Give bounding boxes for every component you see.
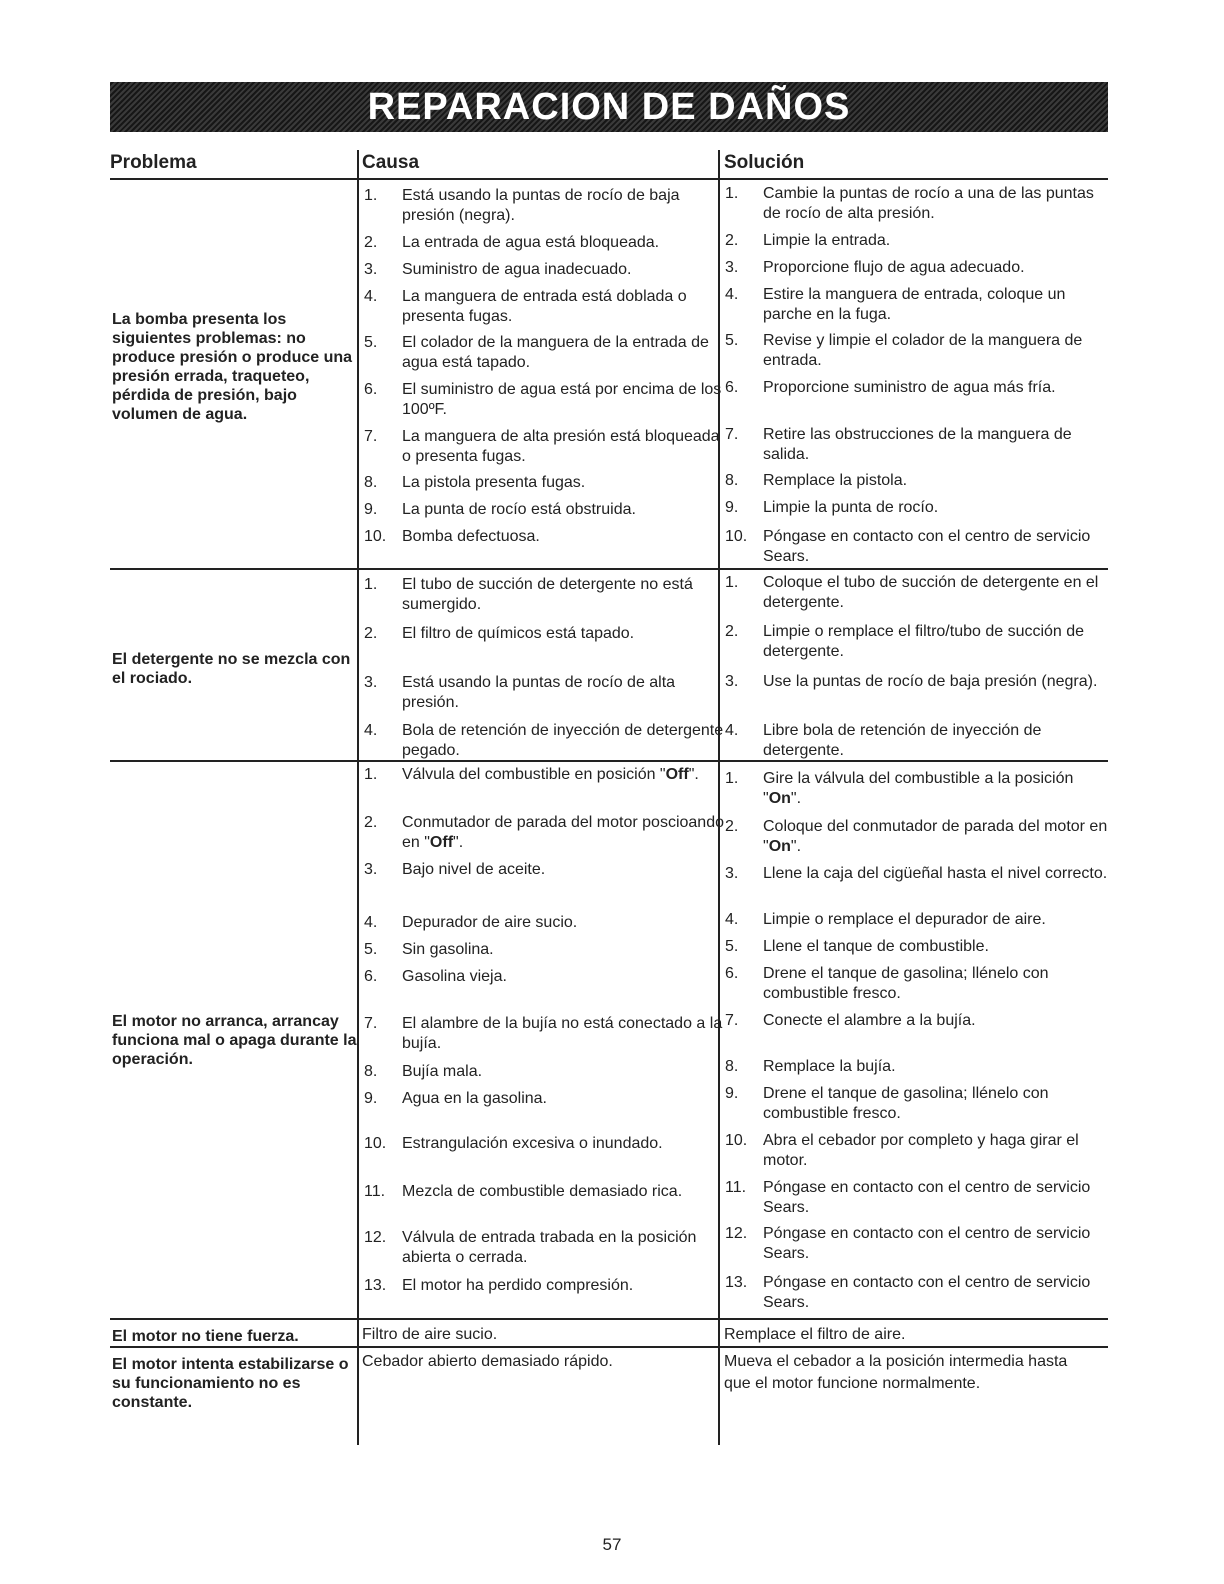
cause-text: Filtro de aire sucio. [362, 1326, 498, 1343]
item-number: 1. [725, 185, 739, 202]
item-number: 1. [725, 574, 739, 591]
item-number: 1. [364, 187, 378, 204]
item-text [402, 813, 732, 853]
page-title: REPARACION DE DAÑOS [367, 86, 851, 128]
bold-value: On [768, 790, 791, 807]
item-text: El colador de la manguera de la entrada de agua está tapado. [402, 334, 709, 371]
item-number: 6. [364, 381, 378, 398]
title-banner [110, 82, 1108, 132]
item-number: 8. [364, 1063, 378, 1080]
item-number: 7. [725, 426, 739, 443]
text-segment: Válvula del combustible en posición " [402, 766, 666, 783]
item-text: El filtro de químicos está tapado. [402, 625, 635, 642]
page-number: 57 [602, 1535, 622, 1554]
solution-text: Mueva el cebador a la posición intermedia hasta que el motor funcione normalmente. [724, 1353, 1068, 1392]
item-number: 4. [725, 286, 739, 303]
bold-value: On [768, 838, 791, 855]
item-number: 10. [725, 528, 748, 545]
item-text: Abra el cebador por completo y haga girar el motor. [763, 1132, 1079, 1169]
header-problem: Problema [110, 152, 197, 173]
item-number: 3. [725, 673, 739, 690]
item-number: 2. [725, 623, 739, 640]
item-text: Póngase en contacto con el centro de servicio Sears. [763, 1274, 1091, 1311]
item-text: Proporcione suministro de agua más fría. [763, 379, 1056, 396]
item-number: 1. [364, 576, 378, 593]
item-number: 6. [725, 965, 739, 982]
text-segment: ". [790, 838, 802, 855]
item-text: Está usando la puntas de rocío de alta presión. [402, 674, 676, 711]
item-number: 4. [364, 722, 378, 739]
item-text: Sin gasolina. [402, 941, 494, 958]
item-text: Retire las obstrucciones de la manguera de salida. [763, 426, 1072, 463]
item-number: 9. [364, 1090, 378, 1107]
item-number: 3. [725, 865, 739, 882]
section-rule [110, 1346, 1108, 1348]
item-number: 9. [725, 1085, 739, 1102]
problem-2: El detergente no se mezcla con el rociado. [112, 651, 351, 687]
item-text [402, 765, 732, 785]
item-number: 5. [364, 941, 378, 958]
item-number: 3. [364, 861, 378, 878]
item-number: 7. [364, 1015, 378, 1032]
item-text: Libre bola de retención de inyección de detergente. [763, 722, 1042, 759]
item-text: Estrangulación excesiva o inundado. [402, 1135, 663, 1152]
item-text: Depurador de aire sucio. [402, 914, 578, 931]
item-number: 2. [364, 625, 378, 642]
item-number: 7. [364, 428, 378, 445]
item-number: 11. [364, 1183, 386, 1200]
item-number: 5. [725, 332, 739, 349]
item-text: Suministro de agua inadecuado. [402, 261, 632, 278]
item-number: 12. [364, 1229, 387, 1246]
item-text: Conecte el alambre a la bujía. [763, 1012, 976, 1029]
item-text: Bujía mala. [402, 1063, 483, 1080]
solution-text: Remplace el filtro de aire. [724, 1326, 906, 1343]
item-number: 2. [364, 234, 378, 251]
problem-4: El motor no tiene fuerza. [112, 1328, 299, 1345]
item-number: 9. [364, 501, 378, 518]
item-number: 2. [725, 818, 739, 835]
item-number: 7. [725, 1012, 739, 1029]
item-text: El suministro de agua está por encima de los 100ºF. [402, 381, 722, 418]
item-number: 5. [725, 938, 739, 955]
problem-1: La bomba presenta los siguientes problemas: no produce presión o produce una presión errada, traqueteo, pérdida de presión, bajo volumen de agua. [112, 311, 353, 423]
item-text: Llene el tanque de combustible. [763, 938, 989, 955]
item-text: Coloque el tubo de succión de detergente en el detergente. [763, 574, 1099, 611]
item-number: 3. [364, 674, 378, 691]
item-number: 3. [364, 261, 378, 278]
section-rule [110, 568, 1108, 570]
item-text: Gasolina vieja. [402, 968, 507, 985]
item-number: 4. [364, 914, 378, 931]
item-number: 4. [364, 288, 378, 305]
item-number: 13. [725, 1274, 748, 1291]
item-text: Bajo nivel de aceite. [402, 861, 546, 878]
item-text: Use la puntas de rocío de baja presión (negra). [763, 673, 1098, 690]
item-text: El alambre de la bujía no está conectado a la bujía. [402, 1015, 723, 1052]
cause-text: Cebador abierto demasiado rápido. [362, 1353, 613, 1370]
item-number: 8. [725, 1058, 739, 1075]
item-text: Remplace la bujía. [763, 1058, 896, 1075]
section-rule [110, 1318, 1108, 1320]
item-text: Limpie la entrada. [763, 232, 891, 249]
item-text: La punta de rocío está obstruida. [402, 501, 636, 518]
item-number: 10. [364, 528, 387, 545]
item-text: Revise y limpie el colador de la manguera de entrada. [763, 332, 1083, 369]
problem-3: El motor no arranca, arrancay funciona mal o apaga durante la operación. [112, 1013, 357, 1068]
item-number: 9. [725, 499, 739, 516]
item-text: Limpie o remplace el filtro/tubo de succión de detergente. [763, 623, 1085, 660]
item-text: La pistola presenta fugas. [402, 474, 586, 491]
item-number: 8. [725, 472, 739, 489]
text-segment: Conmutador de parada del motor poscioando en " [402, 814, 724, 851]
text-segment: Coloque del conmutador de parada del motor en " [763, 818, 1108, 855]
item-text: Mezcla de combustible demasiado rica. [402, 1183, 683, 1200]
problem-5: El motor intenta estabilizarse o su funcionamiento no es constante. [112, 1356, 349, 1411]
item-text: Cambie la puntas de rocío a una de las puntas de rocío de alta presión. [763, 185, 1094, 222]
item-number: 5. [364, 334, 378, 351]
bold-value: Off [665, 766, 689, 783]
item-text: Drene el tanque de gasolina; llénelo con combustible fresco. [763, 1085, 1049, 1122]
item-number: 6. [364, 968, 378, 985]
item-number: 2. [364, 814, 378, 831]
item-text: Póngase en contacto con el centro de servicio Sears. [763, 528, 1091, 565]
item-text: Drene el tanque de gasolina; llénelo con combustible fresco. [763, 965, 1049, 1002]
item-number: 6. [725, 379, 739, 396]
item-text: Válvula de entrada trabada en la posición abierta o cerrada. [402, 1229, 697, 1266]
item-text: Bola de retención de inyección de detergente pegado. [402, 722, 724, 759]
item-number: 1. [364, 766, 378, 783]
item-text: Está usando la puntas de rocío de baja presión (negra). [402, 187, 680, 224]
item-text: Estire la manguera de entrada, coloque un parche en la fuga. [763, 286, 1066, 323]
item-text: El motor ha perdido compresión. [402, 1277, 634, 1294]
item-text: Llene la caja del cigüeñal hasta el nivel correcto. [763, 865, 1108, 882]
item-text: Agua en la gasolina. [402, 1090, 547, 1107]
item-text: Remplace la pistola. [763, 472, 908, 489]
column-divider-cause [357, 150, 359, 1445]
item-number: 12. [725, 1225, 748, 1242]
header-solution: Solución [724, 152, 805, 173]
item-text: El tubo de succión de detergente no está sumergido. [402, 576, 693, 613]
bold-value: Off [429, 834, 454, 851]
text-segment: ". [453, 834, 464, 851]
item-text [763, 817, 1113, 857]
item-text: La manguera de alta presión está bloqueada o presenta fugas. [402, 428, 720, 465]
text-segment: ". [688, 766, 699, 783]
item-text: Bomba defectuosa. [402, 528, 540, 545]
item-number: 11. [725, 1179, 747, 1196]
item-number: 10. [364, 1135, 387, 1152]
text-segment: Gire la válvula del combustible a la posición " [763, 770, 1074, 807]
item-text: Póngase en contacto con el centro de servicio Sears. [763, 1179, 1091, 1216]
item-text: Limpie la punta de rocío. [763, 499, 939, 516]
item-text: Póngase en contacto con el centro de servicio Sears. [763, 1225, 1091, 1262]
item-text: Limpie o remplace el depurador de aire. [763, 911, 1046, 928]
item-number: 3. [725, 259, 739, 276]
item-text: La entrada de agua está bloqueada. [402, 234, 660, 251]
item-number: 4. [725, 911, 739, 928]
header-cause: Causa [362, 152, 420, 173]
item-text: Proporcione flujo de agua adecuado. [763, 259, 1025, 276]
item-number: 13. [364, 1277, 387, 1294]
item-number: 8. [364, 474, 378, 491]
header-rule [110, 178, 1108, 180]
text-segment: ". [790, 790, 802, 807]
item-number: 4. [725, 722, 739, 739]
item-number: 2. [725, 232, 739, 249]
item-text [763, 769, 1113, 809]
item-text: La manguera de entrada está doblada o presenta fugas. [402, 288, 687, 325]
item-number: 10. [725, 1132, 748, 1149]
item-number: 1. [725, 770, 739, 787]
